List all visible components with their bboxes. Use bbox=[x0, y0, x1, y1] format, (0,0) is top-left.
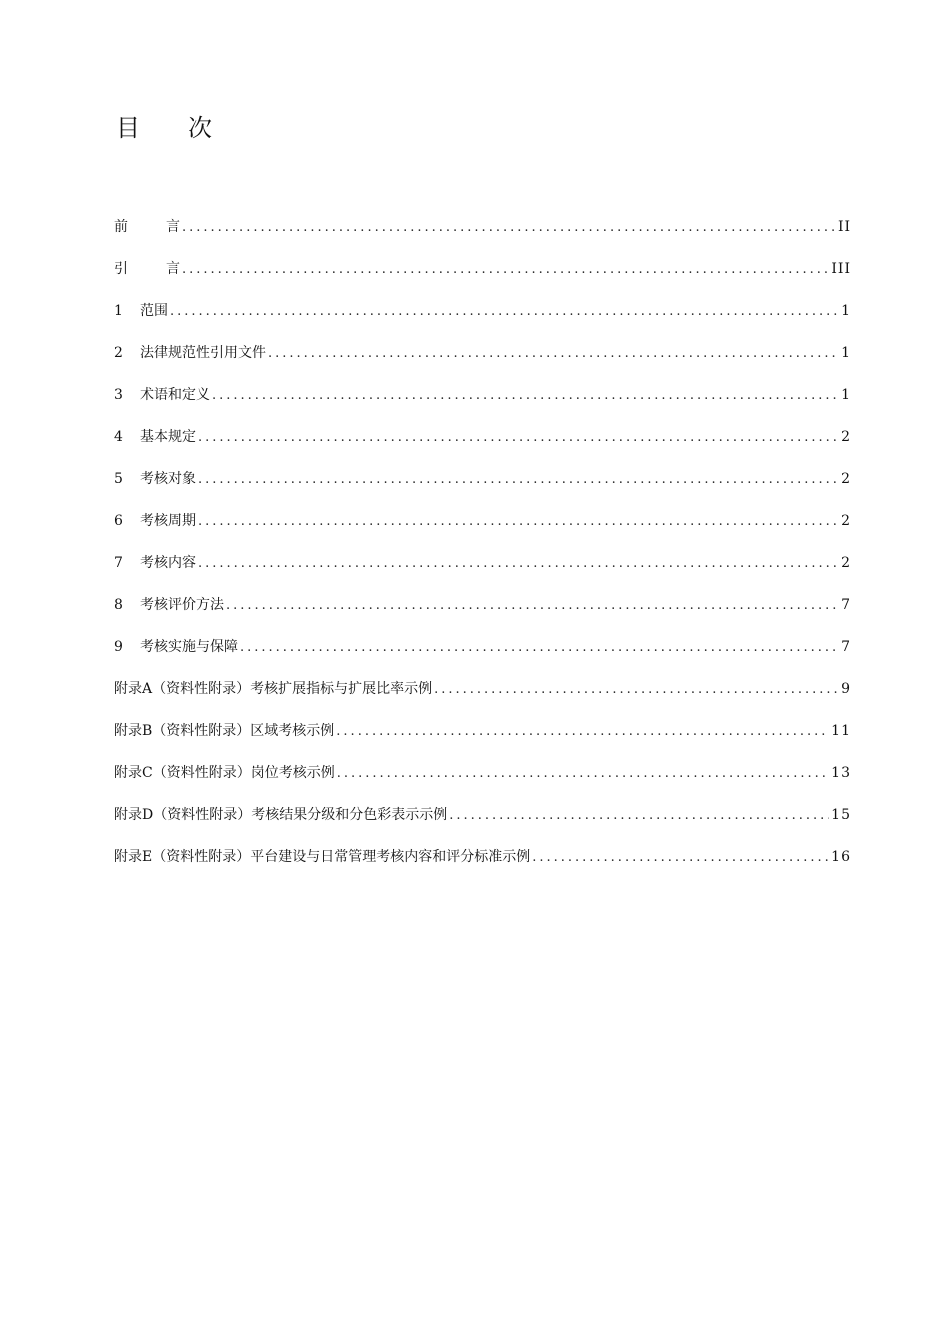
toc-entry-label: 考核内容 bbox=[140, 555, 196, 571]
toc-entry-page: 16 bbox=[831, 849, 851, 865]
toc-entry-foreword[interactable] bbox=[114, 206, 851, 248]
dot-leader bbox=[170, 291, 839, 333]
toc-entry-number: 9 bbox=[114, 639, 123, 655]
toc-entry-number: 1 bbox=[114, 303, 123, 319]
toc-entry-label: 附录A（资料性附录）考核扩展指标与扩展比率示例 bbox=[114, 681, 433, 697]
toc-entry-appendix-d[interactable] bbox=[114, 794, 851, 836]
toc-label-char-2: 言 bbox=[166, 261, 180, 277]
toc-label-char-1: 前 bbox=[114, 219, 128, 235]
toc-entry-number: 4 bbox=[114, 429, 123, 445]
toc-entry-page: 2 bbox=[841, 555, 851, 571]
toc-title-char-2: 次 bbox=[188, 114, 212, 142]
dot-leader bbox=[198, 543, 839, 585]
toc-title-char-1: 目 bbox=[116, 114, 140, 142]
dot-leader bbox=[182, 207, 836, 249]
dot-leader bbox=[240, 627, 839, 669]
toc-entry-page: 2 bbox=[841, 513, 851, 529]
toc-entry-number: 2 bbox=[114, 345, 123, 361]
toc-entry-label: 考核对象 bbox=[140, 471, 196, 487]
dot-leader bbox=[212, 375, 839, 417]
toc-label-char-1: 引 bbox=[114, 261, 128, 277]
toc-label-char-2: 言 bbox=[166, 219, 180, 235]
toc-entry-page: 15 bbox=[831, 807, 851, 823]
toc-entry-page: 9 bbox=[841, 681, 851, 697]
toc-entry-evaluation-methods[interactable] bbox=[114, 584, 851, 626]
toc-entry-page: 1 bbox=[841, 303, 851, 319]
dot-leader bbox=[532, 837, 829, 879]
toc-entry-label bbox=[114, 206, 180, 248]
toc-entry-assessment-content[interactable] bbox=[114, 542, 851, 584]
toc-entry-number: 3 bbox=[114, 387, 123, 403]
toc-entry-page: II bbox=[837, 219, 851, 235]
toc-entry-appendix-a[interactable] bbox=[114, 668, 851, 710]
toc-entry-label: 术语和定义 bbox=[140, 387, 210, 403]
toc-entry-label: 考核周期 bbox=[140, 513, 196, 529]
dot-leader bbox=[337, 753, 829, 795]
toc-entry-page: 13 bbox=[831, 765, 851, 781]
dot-leader bbox=[336, 711, 829, 753]
dot-leader bbox=[182, 249, 829, 291]
toc-entry-basic-provisions[interactable] bbox=[114, 416, 851, 458]
toc-entry-number: 5 bbox=[114, 471, 123, 487]
toc-entry-label: 范围 bbox=[140, 303, 168, 319]
toc-entry-label: 考核评价方法 bbox=[140, 597, 224, 613]
toc-entry-page: 11 bbox=[831, 723, 851, 739]
dot-leader bbox=[198, 501, 839, 543]
toc-entry-scope[interactable] bbox=[114, 290, 851, 332]
dot-leader bbox=[434, 669, 839, 711]
toc-entry-appendix-e[interactable] bbox=[114, 836, 851, 878]
toc-entry-appendix-b[interactable] bbox=[114, 710, 851, 752]
toc-entry-introduction[interactable] bbox=[114, 248, 851, 290]
toc-entry-label bbox=[114, 248, 180, 290]
toc-entry-number: 6 bbox=[114, 513, 123, 529]
toc-entry-label: 附录D（资料性附录）考核结果分级和分色彩表示示例 bbox=[114, 807, 448, 823]
toc-entry-page: 2 bbox=[841, 471, 851, 487]
toc-entry-label: 附录C（资料性附录）岗位考核示例 bbox=[114, 765, 335, 781]
dot-leader bbox=[449, 795, 829, 837]
toc-entry-normative-references[interactable] bbox=[114, 332, 851, 374]
toc-entry-number: 8 bbox=[114, 597, 123, 613]
toc-entry-page: 7 bbox=[841, 597, 851, 613]
toc-entry-label: 附录B（资料性附录）区域考核示例 bbox=[114, 723, 335, 739]
toc-list bbox=[114, 206, 851, 878]
toc-entry-label: 附录E（资料性附录）平台建设与日常管理考核内容和评分标准示例 bbox=[114, 849, 531, 865]
toc-entry-appendix-c[interactable] bbox=[114, 752, 851, 794]
toc-entry-label: 基本规定 bbox=[140, 429, 196, 445]
toc-title bbox=[116, 112, 212, 144]
dot-leader bbox=[268, 333, 839, 375]
toc-entry-label: 考核实施与保障 bbox=[140, 639, 238, 655]
toc-entry-page: 7 bbox=[841, 639, 851, 655]
toc-entry-assessment-period[interactable] bbox=[114, 500, 851, 542]
toc-entry-page: III bbox=[831, 261, 851, 277]
toc-entry-implementation[interactable] bbox=[114, 626, 851, 668]
toc-entry-page: 1 bbox=[841, 345, 851, 361]
toc-entry-assessment-objects[interactable] bbox=[114, 458, 851, 500]
dot-leader bbox=[226, 585, 839, 627]
toc-entry-page: 1 bbox=[841, 387, 851, 403]
dot-leader bbox=[198, 459, 839, 501]
toc-entry-terms-definitions[interactable] bbox=[114, 374, 851, 416]
toc-entry-page: 2 bbox=[841, 429, 851, 445]
dot-leader bbox=[198, 417, 839, 459]
toc-entry-label: 法律规范性引用文件 bbox=[140, 345, 266, 361]
toc-entry-number: 7 bbox=[114, 555, 123, 571]
